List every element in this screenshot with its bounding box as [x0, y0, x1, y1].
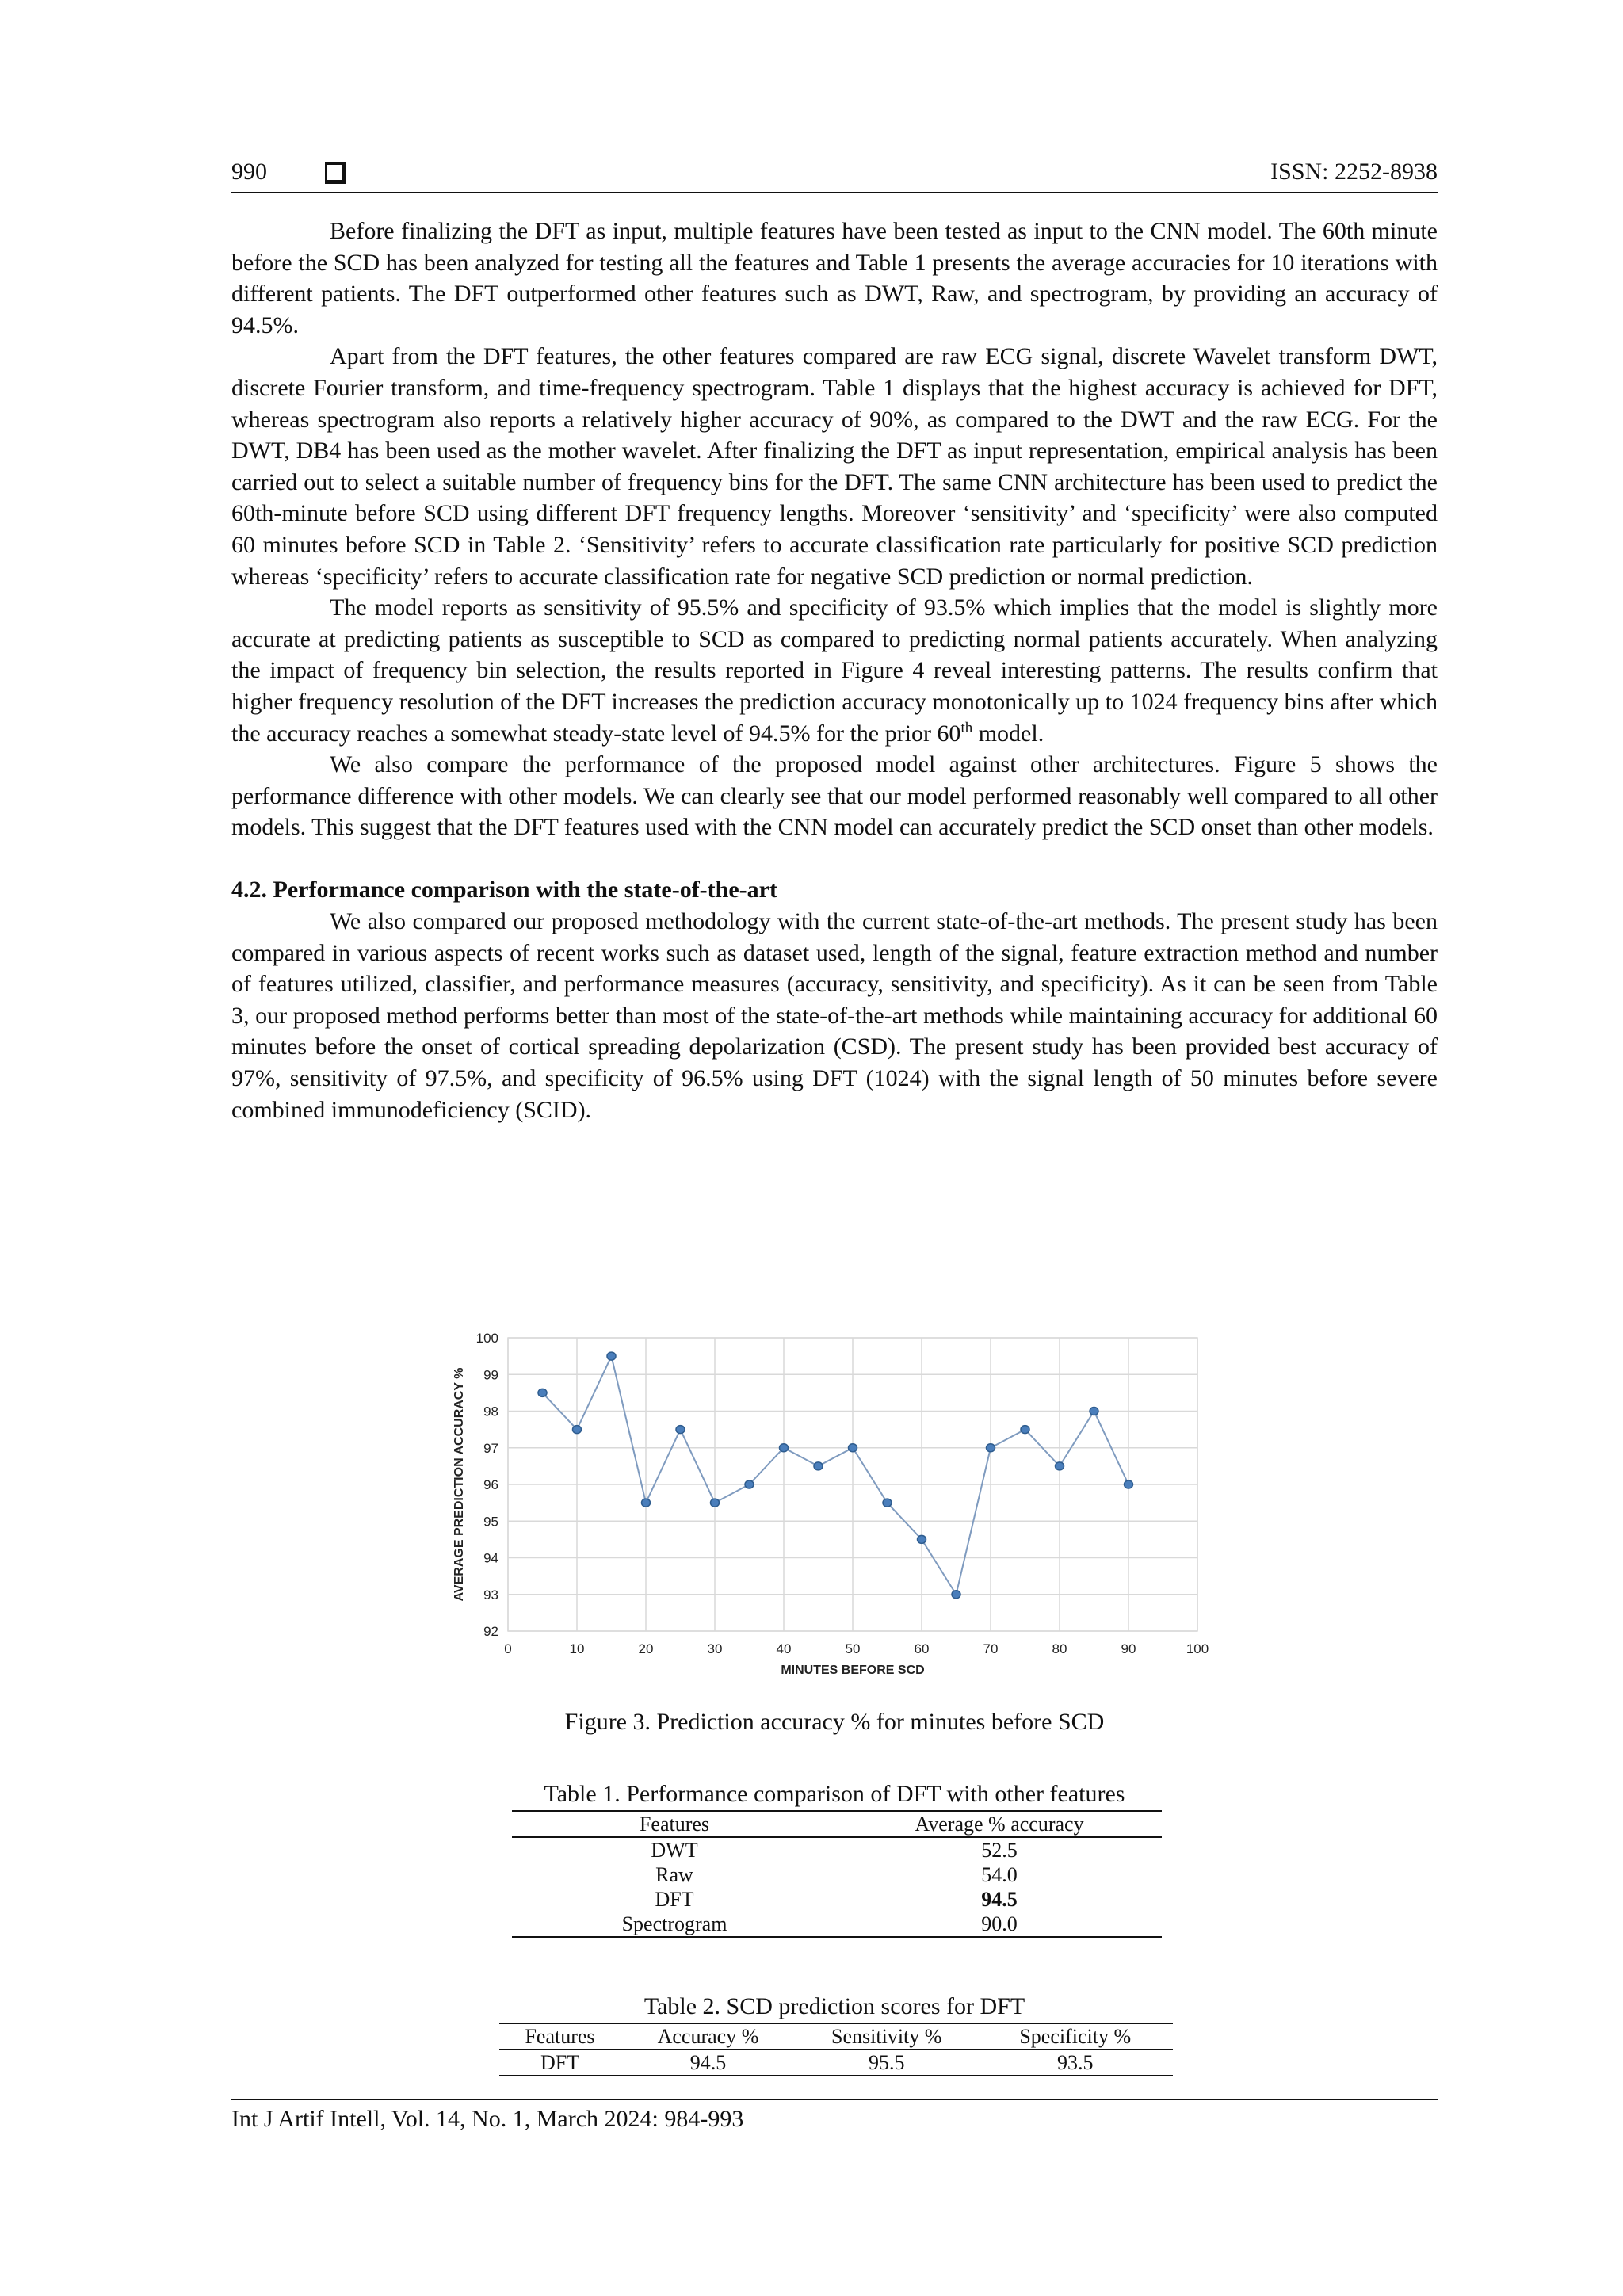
table-row: [512, 1862, 1162, 1887]
y-axis-label: AVERAGE PREDICTION ACCURACY %: [453, 1367, 466, 1602]
table-cell: DFT: [499, 2050, 621, 2076]
paragraph-5: We also compared our proposed methodology with the current state-of-the-art methods. The present study has been compared in various aspects of recent works such as dataset used, length of the signal, feature extraction method and number of features utilized, classifier, and performance measures (accuracy, sensitivity, and specificity). As it can be seen from Table 3, our proposed method performs better than most of the state-of-the-art methods while maintaining accuracy for additional 60 minutes before the onset of cortical spreading depolarization (CSD). The present study has been provided best accuracy of 97%, sensitivity of 97.5%, and specificity of 96.5% using DFT (1024) with the signal length of 50 minutes before severe combined immunodeficiency (SCID).: [231, 908, 1438, 1123]
table-cell: 90.0: [837, 1912, 1162, 1937]
table-1-caption: Table 1. Performance comparison of DFT with other features: [544, 1781, 1125, 1807]
paragraph-1: Before finalizing the DFT as input, multiple features have been tested as input to the CNN model. The 60th minute before the SCD has been analyzed for testing all the features and Table 1 presents the average accuracies for 10 iterations with different patients. The DFT outperformed other features such as DWT, Raw, and spectrogram, by providing an accuracy of 94.5%.: [231, 218, 1438, 338]
paragraph-3-text: The model reports as sensitivity of 95.5% and specificity of 93.5% which implies that the model is slightly more accurate at predicting patients as susceptible to SCD as compared to predicting normal patients accurately. When analyzing the impact of frequency bin selection, the results reported in Figure 4 reveal interesting patterns. The results confirm that higher frequency resolution of the DFT increases the prediction accuracy monotonically up to 1024 frequency bins after which the accuracy reaches a somewhat steady-state level of 94.5% for the prior 60: [231, 594, 1438, 747]
table-1-header-accuracy: Average % accuracy: [837, 1811, 1162, 1837]
y-tick-label: 100: [475, 1331, 498, 1346]
footer-citation: Int J Artif Intell, Vol. 14, No. 1, March 2024: 984-993: [231, 2106, 744, 2132]
data-point: [780, 1444, 789, 1452]
table-cell: DFT: [655, 1888, 694, 1911]
x-tick-label: 0: [504, 1641, 512, 1656]
table-1-header-row: [512, 1811, 1162, 1837]
table-row: [512, 1912, 1162, 1937]
table-cell: DWT: [651, 1839, 698, 1862]
table-cell: Raw: [655, 1863, 693, 1886]
data-point: [987, 1444, 995, 1452]
data-point: [538, 1389, 547, 1396]
x-tick-label: 70: [983, 1641, 999, 1656]
table-2-caption: Table 2. SCD prediction scores for DFT: [643, 1993, 1025, 2019]
x-tick-label: 20: [638, 1641, 654, 1656]
paragraph-2: Apart from the DFT features, the other features compared are raw ECG signal, discrete Wavelet transform DWT, discrete Fourier transform, and time-frequency spectrogram. Table 1 displays that the highest accuracy is achieved for DFT, whereas spectrogram also reports a relatively higher accuracy of 90%, as compared to the DWT and the raw ECG. For the DWT, DB4 has been used as the mother wavelet. After finalizing the DFT as input representation, empirical analysis has been carried out to select a suitable number of frequency bins for the DFT. The same CNN architecture has been used to predict the 60th-minute before SCD using different DFT frequency lengths. Moreover ‘sensitivity’ and ‘specificity’ were also computed 60 minutes before SCD in Table 2. ‘Sensitivity’ refers to accurate classification rate particularly for positive SCD prediction whereas ‘specificity’ refers to accurate classification rate for negative SCD prediction or normal prediction.: [231, 343, 1438, 590]
data-point: [745, 1480, 754, 1488]
y-tick-label: 96: [483, 1477, 498, 1492]
table-cell: Spectrogram: [512, 1912, 837, 1937]
table-2-header-row: [499, 2023, 1173, 2050]
x-tick-label: 100: [1186, 1641, 1209, 1656]
header-rule: [231, 192, 1438, 193]
table-1: [512, 1810, 1162, 1938]
x-tick-label: 30: [707, 1641, 723, 1656]
data-point: [1021, 1426, 1029, 1434]
table-2-header-accuracy: Accuracy %: [621, 2023, 796, 2050]
table-2: [499, 2023, 1173, 2076]
figure-3-chart: [444, 1322, 1209, 1687]
x-tick-label: 40: [776, 1641, 792, 1656]
y-tick-label: 98: [483, 1404, 498, 1419]
x-tick-label: 90: [1121, 1641, 1136, 1656]
table-cell: 94.5: [621, 2050, 796, 2076]
data-point: [607, 1352, 616, 1360]
superscript-th: th: [960, 719, 973, 736]
data-point: [642, 1499, 651, 1507]
x-tick-label: 10: [569, 1641, 585, 1656]
line-chart: [444, 1322, 1209, 1687]
table-row: [499, 2050, 1173, 2076]
x-tick-label: 80: [1052, 1641, 1067, 1656]
data-point: [952, 1591, 960, 1599]
table-cell: 52.5: [981, 1839, 1018, 1862]
data-point: [676, 1426, 685, 1434]
section-heading: 4.2. Performance comparison with the state-of-the-art: [231, 877, 777, 904]
y-tick-label: 95: [483, 1514, 498, 1530]
paragraph-3-end: model.: [972, 720, 1044, 747]
data-point: [1125, 1480, 1133, 1488]
data-point: [1090, 1408, 1098, 1415]
table-cell: 54.0: [981, 1863, 1018, 1886]
x-axis-label: MINUTES BEFORE SCD: [781, 1664, 925, 1677]
figure-3-caption: Figure 3. Prediction accuracy % for minutes before SCD: [564, 1709, 1105, 1735]
data-point: [1056, 1462, 1064, 1470]
table-row: [512, 1887, 1162, 1912]
paragraph-3: [231, 592, 1438, 749]
paragraph-4: We also compare the performance of the proposed model against other architectures. Figure 5 shows the performance difference with other models. We can clearly see that our model performed reasonably well compared to all other models. This suggest that the DFT features used with the CNN model can accurately predict the SCD onset than other models.: [231, 751, 1438, 841]
square-bullet-icon: [325, 162, 346, 184]
footer-rule: [231, 2099, 1438, 2100]
page-number: 990: [231, 159, 267, 185]
y-tick-label: 94: [483, 1550, 498, 1566]
data-point: [814, 1462, 823, 1470]
table-2-header-features: Features: [499, 2023, 621, 2050]
data-point: [711, 1499, 720, 1507]
issn: ISSN: 2252-8938: [1270, 159, 1438, 185]
table-1-header-features: Features: [512, 1811, 837, 1837]
table-cell: 93.5: [978, 2050, 1174, 2076]
y-tick-label: 93: [483, 1587, 498, 1603]
table-cell: 95.5: [796, 2050, 978, 2076]
data-point: [883, 1499, 892, 1507]
data-point: [573, 1426, 582, 1434]
y-tick-label: 97: [483, 1440, 498, 1456]
table-2-header-specificity: Specificity %: [978, 2023, 1174, 2050]
data-point: [849, 1444, 857, 1452]
y-tick-label: 99: [483, 1367, 498, 1383]
data-point: [918, 1535, 926, 1543]
table-cell-bold: 94.5: [981, 1888, 1018, 1911]
table-row: [512, 1837, 1162, 1862]
series-line: [543, 1356, 1129, 1595]
x-tick-label: 50: [845, 1641, 861, 1656]
y-tick-label: 92: [483, 1624, 498, 1639]
body-text: [231, 216, 1438, 1125]
table-2-header-sensitivity: Sensitivity %: [796, 2023, 978, 2050]
page-header: [231, 152, 1438, 192]
x-tick-label: 60: [914, 1641, 930, 1656]
